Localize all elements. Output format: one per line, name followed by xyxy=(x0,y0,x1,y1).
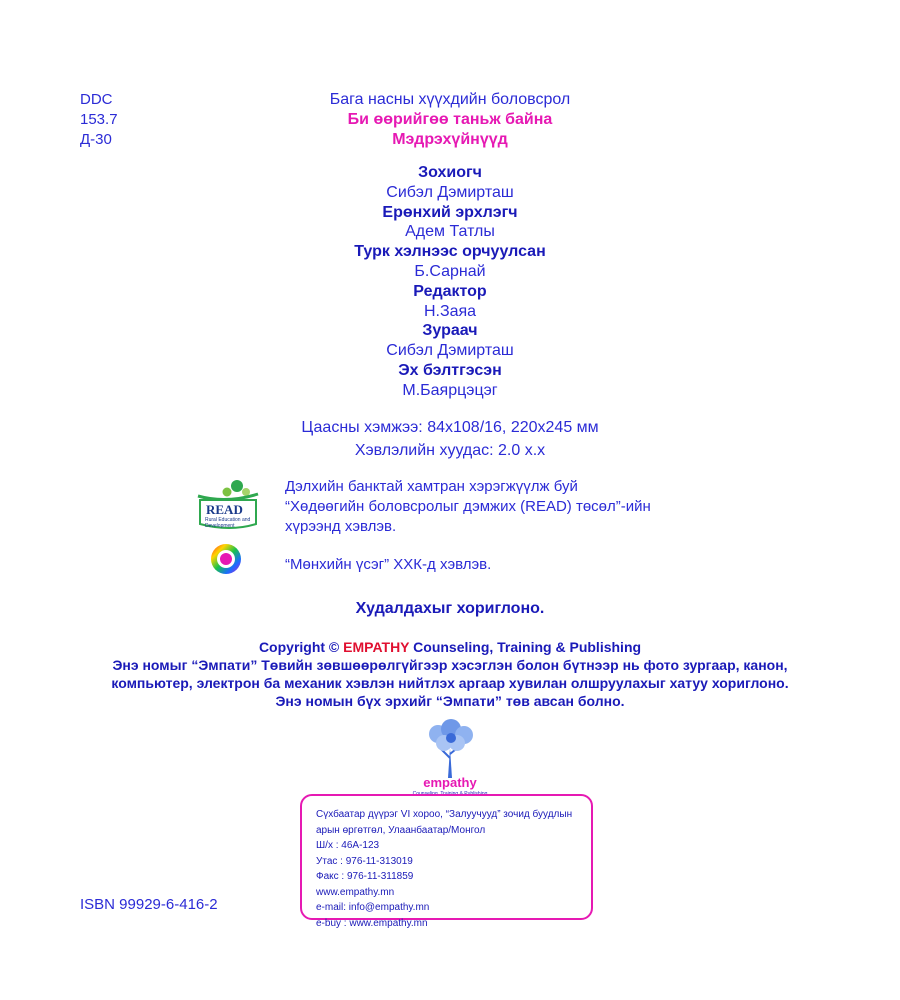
contact-box xyxy=(300,794,593,929)
copyright-suffix: Counseling, Training & Publishing xyxy=(409,639,642,655)
printer-note: “Мөнхийн үсэг” ХХК-д хэвлэв. xyxy=(285,556,492,573)
book-subtitle: Мэдрэхүйнүүд xyxy=(392,131,508,148)
contact-line: Сүхбаатар дүүрэг VI хороо, “Залуучууд” зочид буудлын xyxy=(316,809,573,820)
tree-icon xyxy=(395,718,505,780)
contact-line: Ш/х : 46А-123 xyxy=(316,840,380,851)
book-title: Би өөрийгөө таньж байна xyxy=(347,111,553,128)
contact-link[interactable]: www.empathy.mn xyxy=(316,886,395,898)
contact-line: Факс : 976-11-311859 xyxy=(316,871,414,882)
not-for-sale: Худалдахыг хориглоно. xyxy=(355,600,545,617)
read-note-line: “Хөдөөгийн боловсролыг дэмжих (READ) төсөл”-ийн xyxy=(285,498,651,515)
credit-role: Турк хэлнээс орчуулсан xyxy=(354,243,546,261)
copyright-line xyxy=(0,638,900,656)
isbn: ISBN 99929-6-416-2 xyxy=(80,896,218,913)
credit-name: Сибэл Дэмирташ xyxy=(386,342,514,360)
print-sheets: Хэвлэлийн хуудас: 2.0 х.х xyxy=(354,442,546,459)
credit-role: Эх бэлтгэсэн xyxy=(398,361,502,379)
empathy-logo xyxy=(395,718,505,798)
credit-role: Редактор xyxy=(413,282,487,300)
contact-line: арын өргөтгөл, Улаанбаатар/Монгол xyxy=(316,824,486,836)
credit-name: Сибэл Дэмирташ xyxy=(386,183,514,201)
ddc-number: 153.7 xyxy=(80,111,118,128)
copyright-brand: EMPATHY xyxy=(343,639,410,655)
printer-logo-icon xyxy=(210,543,242,575)
copyright-prefix: Copyright © xyxy=(258,639,344,655)
credit-name: М.Баярцэцэг xyxy=(402,381,498,399)
contact-link[interactable]: e-buy : www.empathy.mn xyxy=(316,917,428,929)
credit-role: Зохиогч xyxy=(418,164,482,181)
read-logo xyxy=(196,474,266,534)
credit-role: Ерөнхий эрхлэгч xyxy=(382,203,518,221)
copyright-notice-line: компьютер, электрон ба механик хэвлэн нийтлэх аргаар хувилан олшруулахыг хатуу хориглоно. xyxy=(111,675,789,691)
series-title: Бага насны хүүхдийн боловсрол xyxy=(329,91,571,108)
credit-name: Б.Сарнай xyxy=(414,262,486,280)
ddc-code: Д-30 xyxy=(80,131,112,148)
credit-role: Зураач xyxy=(422,322,478,340)
read-logo-word: READ xyxy=(206,502,243,517)
copyright-notice-line: Энэ номыг “Эмпати” Төвийн зөвшөөрөлгүйгээр хэсэглэн болон бүтнээр нь фото зургаар, канон, xyxy=(112,657,788,673)
contact-line: Утас : 976-11-313019 xyxy=(316,855,413,867)
empathy-logo-word: empathy xyxy=(423,775,477,790)
read-note-line: хүрээнд хэвлэв. xyxy=(285,518,397,535)
contact-link[interactable]: e-mail: info@empathy.mn xyxy=(316,902,430,913)
read-logo-caption: Rural Education and Development xyxy=(205,517,251,529)
copyright-block xyxy=(0,638,900,710)
credit-name: Н.Заяа xyxy=(423,302,477,320)
copyright-notice-line: Энэ номын бүх эрхийг “Эмпати” төв авсан болно. xyxy=(275,693,625,709)
read-note xyxy=(285,477,651,537)
empathy-logo-tagline: Counseling, Training & Publishing xyxy=(412,791,488,797)
credit-name: Адем Татлы xyxy=(405,223,495,241)
printer-logo xyxy=(210,543,242,575)
read-note-line: Дэлхийн банктай хамтран хэрэгжүүлж буй xyxy=(285,478,578,495)
credits-list xyxy=(0,163,900,401)
ddc-label: DDC xyxy=(80,91,113,108)
paper-size: Цаасны хэмжээ: 84x108/16, 220x245 мм xyxy=(301,419,599,436)
